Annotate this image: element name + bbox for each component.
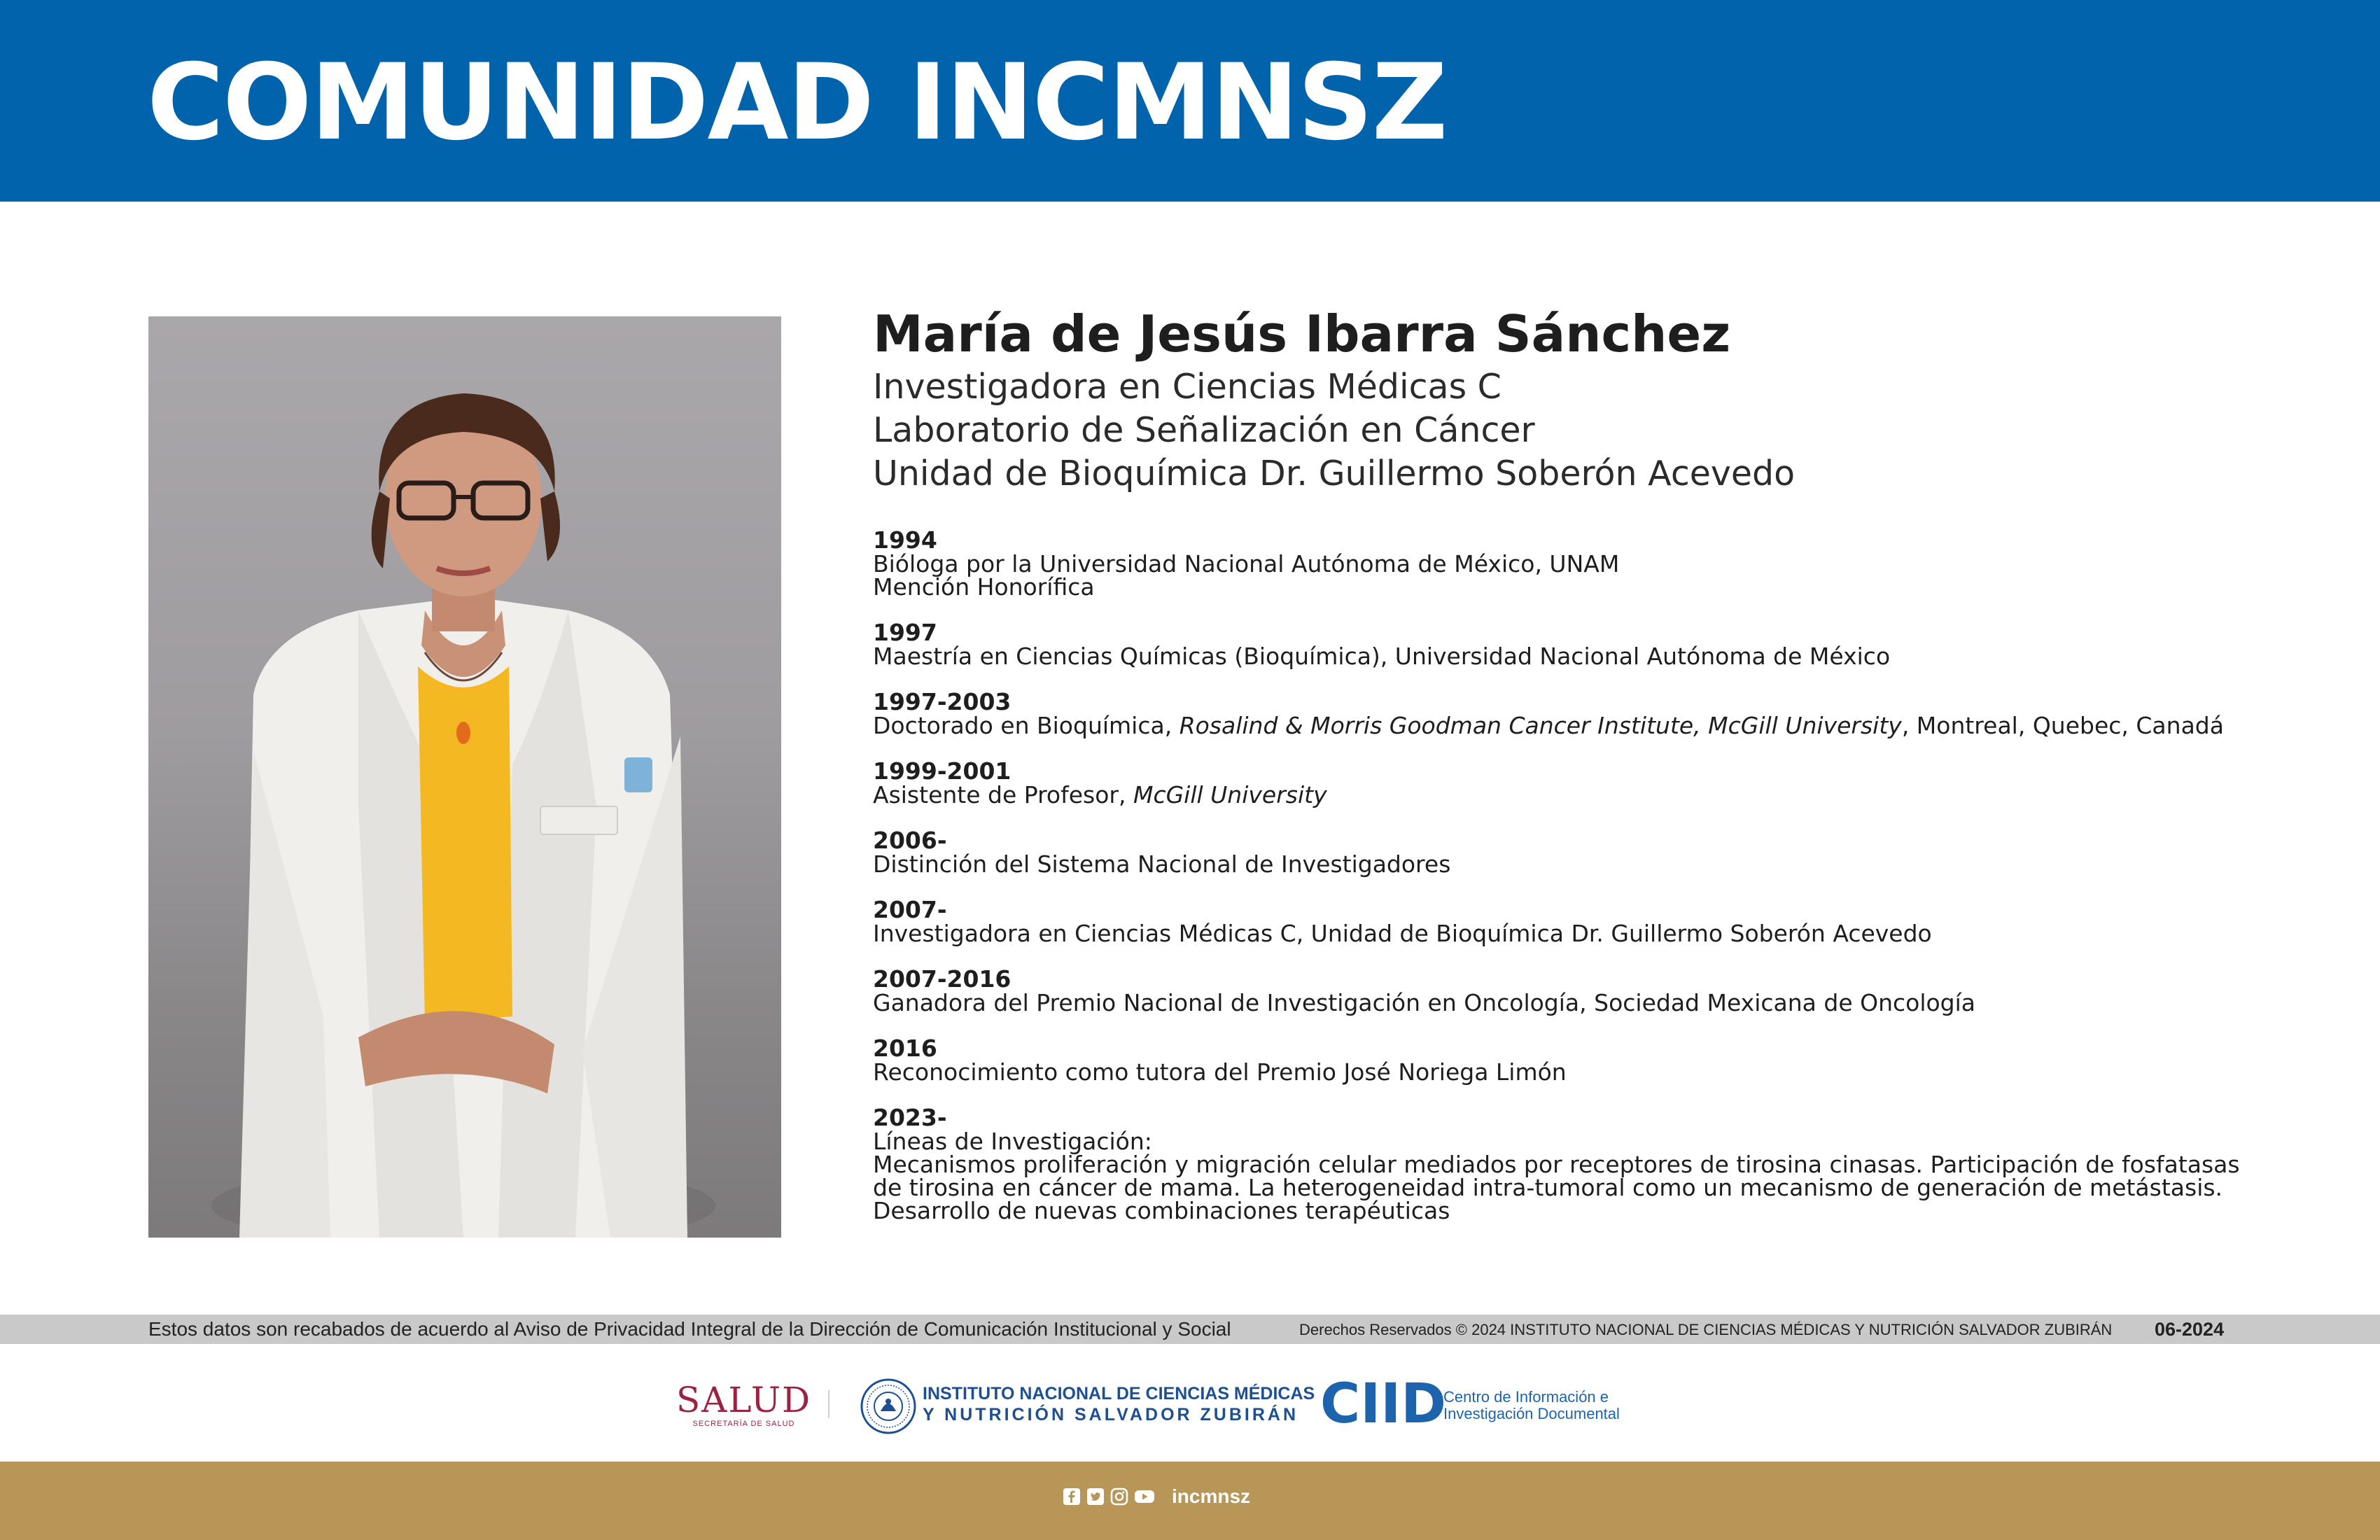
timeline-entry <box>873 757 2273 808</box>
privacy-notice: Estos datos son recabados de acuerdo al Aviso de Privacidad Integral de la Dirección de Comunicación Institucional y Social <box>148 1318 1231 1340</box>
ciid-subtitle <box>1443 1389 1620 1422</box>
timeline-year: 2016 <box>873 1035 937 1062</box>
timeline-entry <box>873 829 2273 876</box>
timeline-entry <box>873 967 2273 1014</box>
ciid-subtitle-line2: Investigación Documental <box>1443 1405 1620 1422</box>
timeline-description: Investigadora en Ciencias Médicas C, Unidad de Bioquímica Dr. Guillermo Soberón Acevedo <box>873 920 1932 947</box>
copyright-notice: Derechos Reservados © 2024 INSTITUTO NACIONAL DE CIENCIAS MÉDICAS Y NUTRICIÓN SALVADOR ZUBIRÁN <box>1299 1321 2113 1338</box>
timeline-year: 1999-2001 <box>873 757 1011 785</box>
person-name: María de Jesús Ibarra Sánchez <box>873 304 1731 363</box>
laboratory-name: Laboratorio de Señalización en Cáncer <box>873 410 1535 450</box>
logo-strip <box>0 1344 2380 1462</box>
social-handle[interactable]: incmnsz <box>1172 1485 1251 1507</box>
timeline-entry <box>873 526 2273 601</box>
ciid-logo: CIID <box>1320 1373 1447 1436</box>
youtube-icon[interactable] <box>1134 1488 1155 1506</box>
timeline-description: Desarrollo de nuevas combinaciones terapéuticas <box>873 1197 1450 1224</box>
instagram-icon[interactable] <box>1110 1488 1128 1506</box>
privacy-bar <box>0 1315 2380 1344</box>
institute-logo-text <box>923 1383 1315 1425</box>
timeline-description: de tirosina en cáncer de mama. La heterogeneidad intra-tumoral como un mecanismo de generación de metástasis. <box>873 1174 2223 1201</box>
institute-name-line1: INSTITUTO NACIONAL DE CIENCIAS MÉDICAS <box>923 1384 1315 1404</box>
salud-logo <box>676 1382 811 1429</box>
timeline-description: Bióloga por la Universidad Nacional Autónoma de México, UNAM <box>873 550 1620 578</box>
portrait-illustration <box>148 316 781 1238</box>
timeline-year: 2007- <box>873 896 947 923</box>
timeline-institution: McGill University <box>1133 781 1327 808</box>
timeline-description: Maestría en Ciencias Químicas (Bioquímica), Universidad Nacional Autónoma de México <box>873 643 1891 670</box>
logo-divider <box>828 1390 830 1418</box>
publication-date: 06-2024 <box>2155 1319 2225 1340</box>
portrait-photo <box>148 316 781 1238</box>
timeline-description: Mención Honorífica <box>873 573 1095 601</box>
timeline-text: Asistente de Profesor, <box>873 781 1133 808</box>
ciid-subtitle-line1: Centro de Información e <box>1443 1388 1609 1406</box>
timeline-year: 1997-2003 <box>873 688 1011 715</box>
timeline-description: Ganadora del Premio Nacional de Investigación en Oncología, Sociedad Mexicana de Oncología <box>873 989 1976 1016</box>
facebook-icon[interactable] <box>1063 1488 1081 1506</box>
timeline-year: 2023- <box>873 1104 947 1131</box>
timeline-year: 2007-2016 <box>873 965 1011 993</box>
timeline-year: 2006- <box>873 827 947 854</box>
profile-header <box>873 302 2273 496</box>
position-title: Investigadora en Ciencias Médicas C <box>873 367 1502 407</box>
timeline-entry <box>873 621 2273 668</box>
timeline-entry <box>873 690 2273 737</box>
footer-bar <box>0 1462 2380 1540</box>
page-title: COMUNIDAD INCMNSZ <box>147 42 1447 164</box>
header-banner <box>0 0 2380 202</box>
timeline-entry <box>873 898 2273 945</box>
salud-logo-subtitle: SECRETARÍA DE SALUD <box>692 1420 795 1428</box>
timeline-description: Distinción del Sistema Nacional de Investigadores <box>873 850 1451 878</box>
timeline-description: Mecanismos proliferación y migración celular mediados por receptores de tirosina cinasas. Participación de fosfatasas <box>873 1151 2240 1178</box>
institute-name-line2: Y NUTRICIÓN SALVADOR ZUBIRÁN <box>923 1405 1298 1424</box>
salud-logo-title: SALUD <box>676 1380 812 1420</box>
timeline-description: Reconocimiento como tutora del Premio José Noriega Limón <box>873 1058 1567 1086</box>
twitter-icon[interactable] <box>1086 1488 1105 1506</box>
timeline-year: 1994 <box>873 526 937 554</box>
unit-name: Unidad de Bioquímica Dr. Guillermo Soberón Acevedo <box>873 454 1795 493</box>
timeline-description: Líneas de Investigación: <box>873 1128 1152 1155</box>
timeline-text: , Montreal, Quebec, Canadá <box>1901 712 2224 739</box>
social-links <box>1063 1481 1250 1512</box>
career-timeline <box>873 528 2273 1245</box>
timeline-institution: Rosalind & Morris Goodman Cancer Institute, McGill University <box>1179 712 1902 739</box>
institute-seal-icon <box>860 1378 917 1435</box>
timeline-text: Doctorado en Bioquímica, <box>873 712 1180 739</box>
timeline-entry <box>873 1106 2273 1222</box>
timeline-entry <box>873 1037 2273 1084</box>
timeline-description <box>873 714 2273 737</box>
timeline-description <box>873 783 2273 806</box>
timeline-year: 1997 <box>873 619 937 646</box>
